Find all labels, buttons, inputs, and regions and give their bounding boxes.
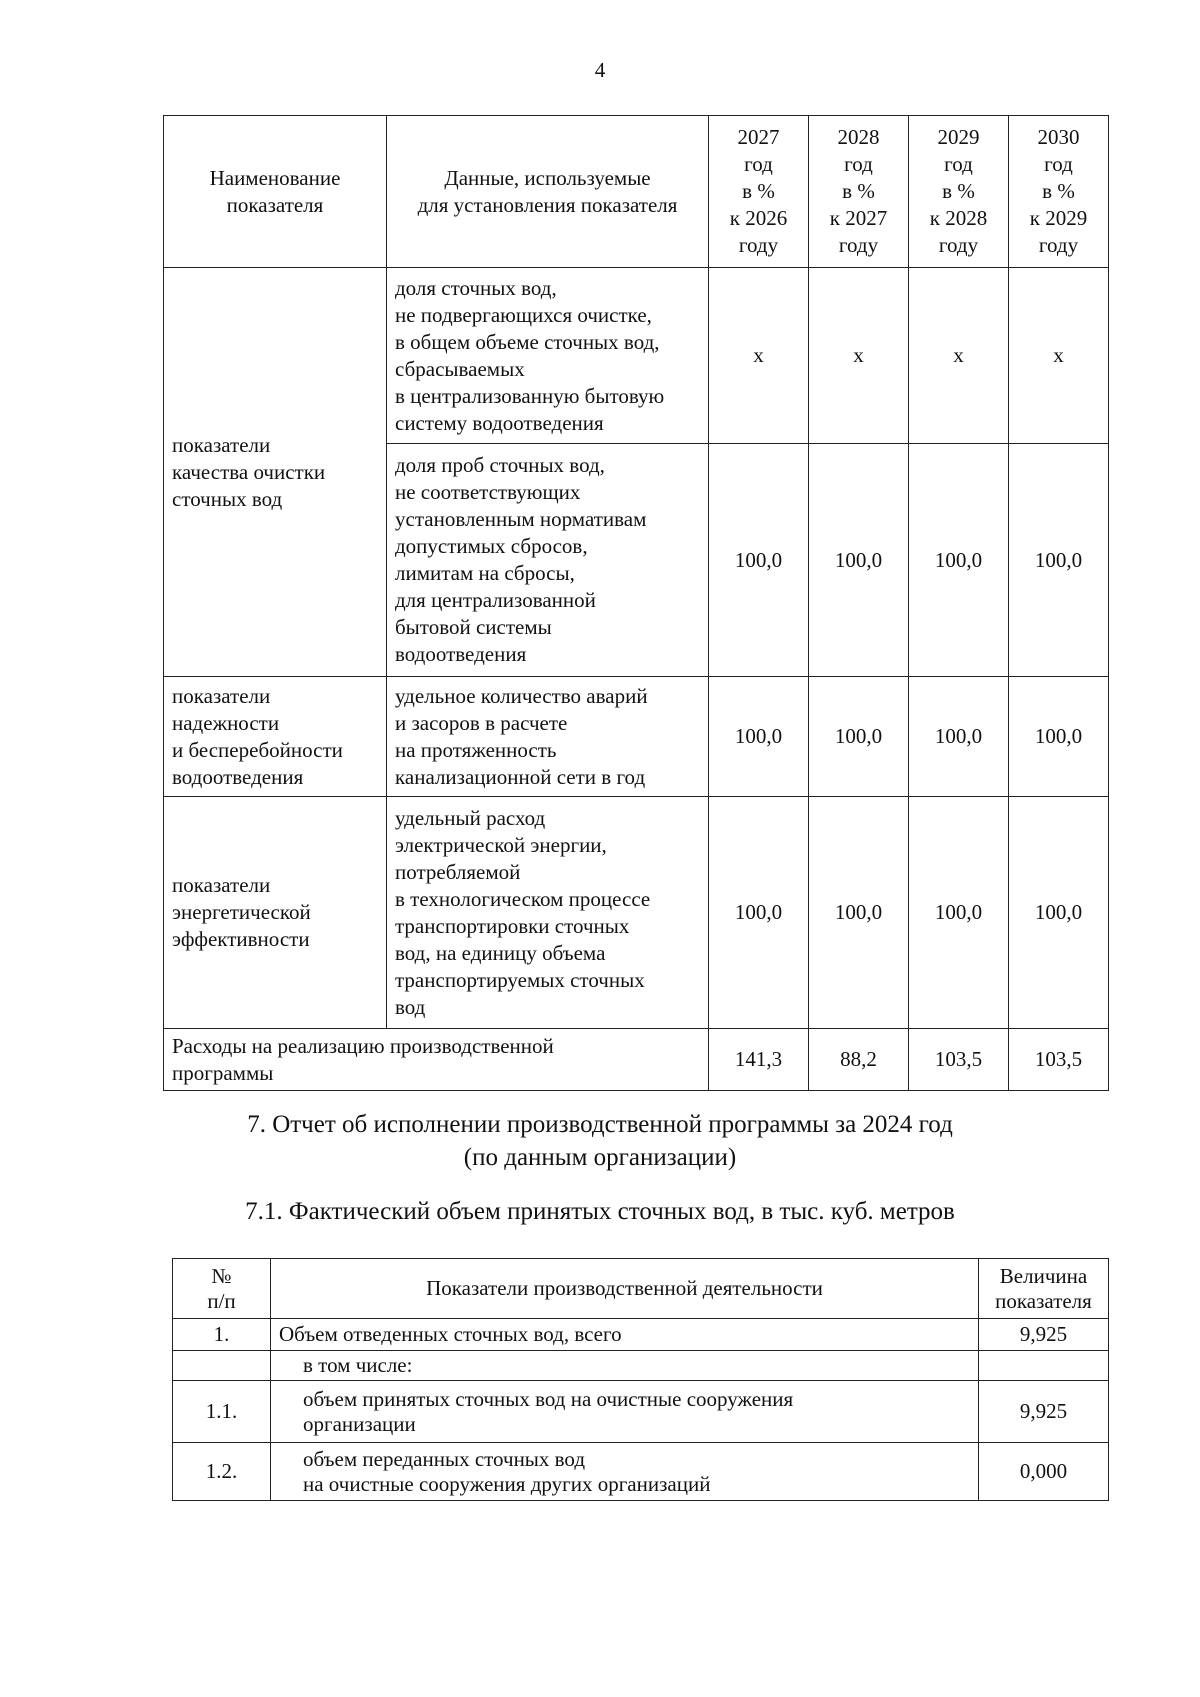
header-num: № п/п — [173, 1259, 271, 1319]
table-row — [164, 677, 1109, 797]
row-label: в том числе: — [271, 1351, 979, 1381]
table-row — [173, 1319, 1109, 1351]
header-year-2029: 2029 год в % к 2028 году — [909, 116, 1009, 268]
group-name-reliability: показатели надежности и бесперебойности водоотведения — [164, 677, 387, 797]
value-cell: 100,0 — [809, 797, 909, 1029]
table-header-row — [173, 1259, 1109, 1319]
indicator-data: удельный расход электрической энергии, потребляемой в технологическом процессе транспортировки сточных вод, на единицу объема транспортируемых сточных вод — [387, 797, 709, 1029]
production-indicators-table — [163, 115, 1109, 1091]
table-row — [173, 1381, 1109, 1443]
row-label: объем принятых сточных вод на очистные сооружения организации — [271, 1381, 979, 1443]
expenses-row — [164, 1029, 1109, 1091]
value-cell: 141,3 — [709, 1029, 809, 1091]
table-row — [173, 1351, 1109, 1381]
row-value: 9,925 — [979, 1319, 1109, 1351]
indicator-data: удельное количество аварий и засоров в расчете на протяженность канализационной сети в год — [387, 677, 709, 797]
value-cell: х — [709, 268, 809, 444]
value-cell: 103,5 — [909, 1029, 1009, 1091]
value-cell: 100,0 — [909, 444, 1009, 677]
row-value: 0,000 — [979, 1443, 1109, 1501]
section-7-1-subtitle: 7.1. Фактический объем принятых сточных вод, в тыс. куб. метров — [245, 1198, 955, 1225]
indicator-data: доля сточных вод, не подвергающихся очистке, в общем объеме сточных вод, сбрасываемых в централизованную бытовую систему водоотведения — [387, 268, 709, 444]
row-num: 1.2. — [173, 1443, 271, 1501]
value-cell: 100,0 — [1009, 444, 1109, 677]
wastewater-volume-table — [172, 1258, 1109, 1501]
value-cell: х — [909, 268, 1009, 444]
group-name-quality: показатели качества очистки сточных вод — [164, 268, 387, 677]
header-value: Величина показателя — [979, 1259, 1109, 1319]
value-cell: х — [1009, 268, 1109, 444]
table-row — [164, 268, 1109, 444]
header-data-used: Данные, используемые для установления показателя — [387, 116, 709, 268]
group-name-energy: показатели энергетической эффективности — [164, 797, 387, 1029]
table-row — [164, 797, 1109, 1029]
value-cell: 103,5 — [1009, 1029, 1109, 1091]
table-header-row — [164, 116, 1109, 268]
section-7-title: 7. Отчет об исполнении производственной программы за 2024 год (по данным организации) — [247, 1111, 953, 1171]
value-cell: 100,0 — [909, 677, 1009, 797]
value-cell: 100,0 — [909, 797, 1009, 1029]
row-num: 1. — [173, 1319, 271, 1351]
row-num — [173, 1351, 271, 1381]
header-year-2028: 2028 год в % к 2027 году — [809, 116, 909, 268]
header-year-2027: 2027 год в % к 2026 году — [709, 116, 809, 268]
row-value: 9,925 — [979, 1381, 1109, 1443]
value-cell: 100,0 — [709, 444, 809, 677]
value-cell: х — [809, 268, 909, 444]
header-year-2030: 2030 год в % к 2029 году — [1009, 116, 1109, 268]
row-label: Объем отведенных сточных вод, всего — [271, 1319, 979, 1351]
table-row — [173, 1443, 1109, 1501]
value-cell: 100,0 — [709, 677, 809, 797]
row-num: 1.1. — [173, 1381, 271, 1443]
value-cell: 100,0 — [1009, 797, 1109, 1029]
header-indicators: Показатели производственной деятельности — [271, 1259, 979, 1319]
page-number: 4 — [594, 58, 606, 82]
value-cell: 100,0 — [809, 444, 909, 677]
indicator-data: доля проб сточных вод, не соответствующих установленным нормативам допустимых сбросов, лимитам на сбросы, для централизованной бытовой системы водоотведения — [387, 444, 709, 677]
value-cell: 88,2 — [809, 1029, 909, 1091]
value-cell: 100,0 — [709, 797, 809, 1029]
expenses-label: Расходы на реализацию производственной программы — [164, 1029, 709, 1091]
row-label: объем переданных сточных вод на очистные сооружения других организаций — [271, 1443, 979, 1501]
header-indicator-name: Наименование показателя — [164, 116, 387, 268]
row-value — [979, 1351, 1109, 1381]
value-cell: 100,0 — [1009, 677, 1109, 797]
value-cell: 100,0 — [809, 677, 909, 797]
